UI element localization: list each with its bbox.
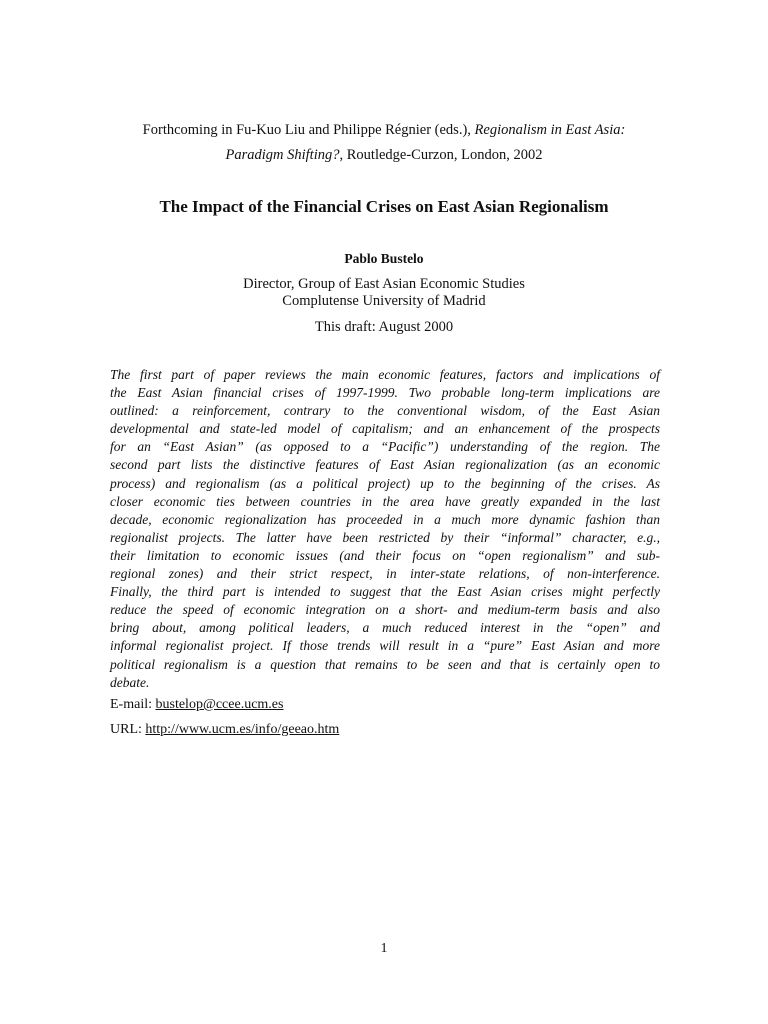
- publication-note-prefix: Forthcoming in Fu-Kuo Liu and Philippe Régnier (eds.),: [142, 122, 475, 138]
- book-title-part-2: Paradigm Shifting?: [225, 147, 340, 163]
- author-name: Pablo Bustelo: [344, 251, 424, 266]
- abstract-line: second part lists the distinctive features of East Asian regionalization (as an economic: [110, 457, 660, 473]
- publication-note-line-1: [0, 121, 768, 140]
- abstract-line: process) and regionalism (as a political project) up to the beginning of the crises. As: [110, 475, 660, 491]
- author-position: Director, Group of East Asian Economic Studies: [243, 276, 525, 292]
- abstract-line: regional zones) and their strict respect, in inter-state relations, of non-interference.: [110, 566, 660, 582]
- email-line: [110, 696, 283, 714]
- abstract-line: their limitation to economic issues (and their focus on “open regionalism” and sub-: [110, 547, 660, 563]
- publication-note-suffix: , Routledge-Curzon, London, 2002: [339, 147, 543, 163]
- author-institution: Complutense University of Madrid: [282, 293, 486, 309]
- abstract-line: decade, economic regionalization has proceeded in a much more dynamic fashion than: [110, 511, 660, 527]
- email-label: E-mail:: [110, 697, 156, 712]
- page-number: 1: [380, 941, 388, 956]
- paper-title: The Impact of the Financial Crises on East Asian Regionalism: [159, 197, 609, 216]
- abstract-line: political regionalism is a question that remains to be seen and that is certainly open to: [110, 656, 660, 672]
- abstract-line: The first part of paper reviews the main economic features, factors and implications of: [110, 367, 660, 382]
- url-link[interactable]: http://www.ucm.es/info/geeao.htm: [145, 722, 340, 737]
- abstract-line: developmental and state-led model of capitalism; and an enhancement of the prospects: [110, 421, 660, 437]
- draft-date: This draft: August 2000: [314, 319, 454, 335]
- abstract: [110, 366, 660, 692]
- abstract-line: Finally, the third part is intended to suggest that the East Asian crises might perfectly: [110, 584, 660, 600]
- url-label: URL:: [110, 722, 146, 737]
- abstract-line: the East Asian financial crises of 1997-1999. Two probable long-term implications are: [110, 385, 660, 401]
- publication-note-line-2: [0, 146, 768, 165]
- abstract-line: closer economic ties between countries in the area have greatly expanded in the last: [110, 493, 660, 509]
- url-line: [110, 721, 339, 739]
- abstract-line: outlined: a reinforcement, contrary to the conventional wisdom, of the East Asian: [110, 403, 660, 419]
- abstract-line: regionalist projects. The latter have been restricted by their “informal” character, e.g.,: [110, 529, 660, 545]
- book-title-part-1: Regionalism in East Asia:: [474, 122, 626, 138]
- abstract-line: for an “East Asian” (as opposed to a “Pacific”) understanding of the region. The: [110, 439, 660, 455]
- abstract-line: reduce the speed of economic integration on a short- and medium-term basis and also: [110, 602, 660, 618]
- abstract-line: debate.: [110, 674, 150, 690]
- abstract-line: bring about, among political leaders, a much reduced interest in the “open” and: [110, 620, 660, 636]
- email-link[interactable]: bustelop@ccee.ucm.es: [155, 697, 284, 712]
- abstract-line: informal regionalist project. If those trends will result in a “pure” East Asian and more: [110, 638, 660, 654]
